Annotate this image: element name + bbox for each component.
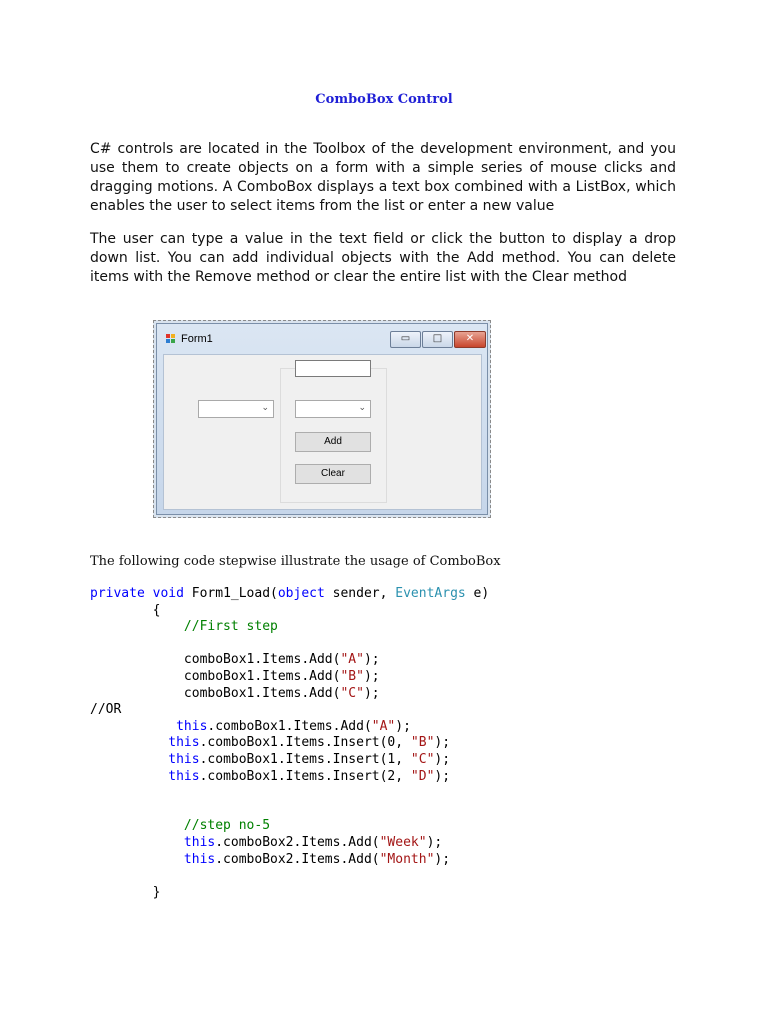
code-token: ); xyxy=(363,652,380,668)
code-line xyxy=(90,619,489,636)
code-line xyxy=(90,686,489,703)
page-title: ComboBox Control xyxy=(315,92,453,107)
code-block xyxy=(90,586,489,901)
code-token: this xyxy=(183,834,216,850)
form-app-icon xyxy=(166,334,176,343)
code-token: ); xyxy=(434,735,451,751)
code-token: "D" xyxy=(410,768,435,784)
code-token xyxy=(145,586,153,601)
combobox1[interactable] xyxy=(198,400,274,418)
code-token xyxy=(90,852,184,867)
code-token: this xyxy=(168,751,200,767)
code-token: ); xyxy=(434,768,451,784)
code-token: { xyxy=(90,602,161,618)
code-token: object xyxy=(277,586,325,601)
code-token: .comboBox1.Items.Insert(2, xyxy=(199,768,411,784)
code-line xyxy=(90,852,489,869)
code-line xyxy=(90,702,489,719)
code-line xyxy=(90,752,489,769)
code-token: "A" xyxy=(340,652,364,668)
code-line xyxy=(90,669,489,686)
code-token: ); xyxy=(434,751,451,767)
code-line xyxy=(90,636,489,653)
code-token: "Month" xyxy=(379,851,435,867)
code-line xyxy=(90,835,489,852)
code-token: sender, xyxy=(324,586,396,601)
code-line xyxy=(90,603,489,620)
code-token: .comboBox2.Items.Add( xyxy=(215,834,380,850)
code-line xyxy=(90,785,489,802)
text-input[interactable] xyxy=(295,360,371,377)
code-token xyxy=(90,735,168,750)
clear-button[interactable]: Clear xyxy=(295,464,371,484)
code-token xyxy=(90,752,168,767)
maximize-button[interactable]: □ xyxy=(422,331,453,348)
minimize-button[interactable]: ▭ xyxy=(390,331,421,348)
code-line xyxy=(90,818,489,835)
code-token: this xyxy=(183,851,216,867)
chevron-down-icon: ⌄ xyxy=(358,403,366,413)
intro-paragraph: C# controls are located in the Toolbox of the development environment, and you use them to create objects on a form with a simple series of mouse clicks and dragging motions. A ComboBox displays a text box combined with a ListBox, which enables the user to select items from the list or enter a new value xyxy=(90,141,676,214)
code-token: ); xyxy=(395,718,411,734)
code-token: this xyxy=(168,735,200,751)
code-line xyxy=(90,735,489,752)
code-token: .comboBox2.Items.Add( xyxy=(215,851,380,867)
code-token: .comboBox1.Items.Add( xyxy=(207,718,372,734)
add-button[interactable]: Add xyxy=(295,432,371,452)
code-token: comboBox1.Items.Add( xyxy=(90,668,341,684)
code-token: EventArgs xyxy=(395,586,466,601)
code-token xyxy=(90,719,176,734)
code-intro: The following code stepwise illustrate the usage of ComboBox xyxy=(90,554,501,569)
form-screenshot xyxy=(153,320,491,518)
close-button[interactable]: ✕ xyxy=(454,331,486,348)
code-token: "C" xyxy=(340,685,364,701)
form-client-area xyxy=(163,354,482,510)
code-token: comboBox1.Items.Add( xyxy=(90,652,341,668)
code-token: .comboBox1.Items.Insert(1, xyxy=(199,751,411,767)
code-token: void xyxy=(152,586,184,601)
code-token: comboBox1.Items.Add( xyxy=(90,685,341,701)
code-token xyxy=(90,769,168,784)
code-token xyxy=(90,835,184,850)
code-token: ); xyxy=(426,834,443,850)
usage-paragraph: The user can type a value in the text field or click the button to display a drop down list. You can add individual objects with the Add method. You can delete items with the Remove method or clear the entire list with the Clear method xyxy=(90,231,676,285)
code-token: private xyxy=(90,586,145,601)
code-token: //step no-5 xyxy=(183,818,271,834)
code-line xyxy=(90,652,489,669)
code-line xyxy=(90,769,489,786)
code-token: } xyxy=(90,884,161,900)
code-token: this xyxy=(168,768,200,784)
code-token xyxy=(90,619,184,634)
code-line xyxy=(90,719,489,736)
code-token: e) xyxy=(465,586,490,601)
combobox2[interactable] xyxy=(295,400,371,418)
code-token: .comboBox1.Items.Insert(0, xyxy=(199,735,411,751)
form-window xyxy=(156,323,488,515)
code-token: this xyxy=(176,718,208,734)
form-title: Form1 xyxy=(181,333,213,345)
chevron-down-icon: ⌄ xyxy=(261,403,269,413)
code-token: Form1_Load( xyxy=(183,586,278,601)
code-token: //OR xyxy=(90,702,122,718)
code-line xyxy=(90,802,489,819)
code-line xyxy=(90,868,489,885)
code-token: ); xyxy=(434,851,451,867)
code-token: ); xyxy=(363,668,380,684)
code-token: //First step xyxy=(183,619,278,635)
code-token: "A" xyxy=(371,718,396,734)
code-token: "Week" xyxy=(379,834,427,850)
code-token: "C" xyxy=(410,751,435,767)
code-token: "B" xyxy=(340,668,364,684)
code-token: "B" xyxy=(410,735,435,751)
code-token: ); xyxy=(363,685,380,701)
code-token xyxy=(90,818,184,833)
code-line xyxy=(90,586,489,603)
code-line xyxy=(90,885,489,902)
